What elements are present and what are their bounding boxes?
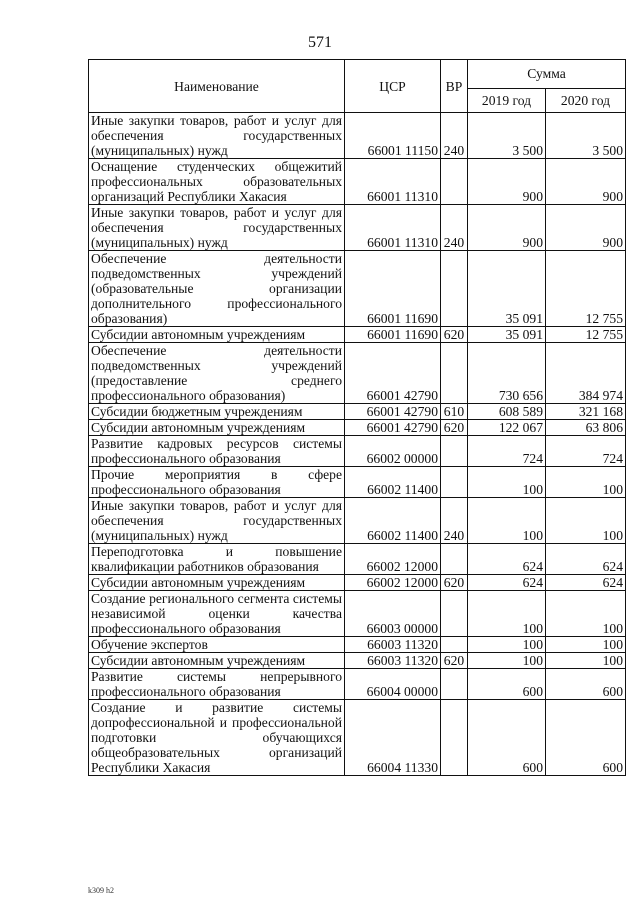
table-row: [89, 113, 626, 159]
table-row: [89, 159, 626, 205]
header-vr: ВР: [441, 60, 468, 113]
row-vr: 620: [441, 420, 468, 436]
row-vr: 610: [441, 404, 468, 420]
row-vr: [441, 436, 468, 467]
row-sum-2020: 12 755: [546, 327, 626, 343]
table-row: [89, 669, 626, 700]
row-sum-2019: 100: [468, 653, 546, 669]
row-name: Субсидии бюджетным учреждениям: [89, 404, 345, 420]
row-csr: 66001 11690: [345, 251, 441, 327]
row-sum-2020: 624: [546, 575, 626, 591]
header-csr: ЦСР: [345, 60, 441, 113]
row-sum-2019: 100: [468, 591, 546, 637]
row-name: Субсидии автономным учреждениям: [89, 575, 345, 591]
row-name: Субсидии автономным учреждениям: [89, 653, 345, 669]
row-name: Переподготовка и повышение квалификации работников образования: [89, 544, 345, 575]
row-sum-2020: 600: [546, 669, 626, 700]
row-csr: 66001 42790: [345, 404, 441, 420]
row-vr: [441, 669, 468, 700]
row-name: Обеспечение деятельности подведомственных учреждений (предоставление среднего профессионального образования): [89, 343, 345, 404]
table-row: [89, 343, 626, 404]
row-csr: 66002 11400: [345, 467, 441, 498]
row-sum-2020: 100: [546, 653, 626, 669]
row-sum-2019: 100: [468, 637, 546, 653]
row-sum-2020: 384 974: [546, 343, 626, 404]
table-row: [89, 653, 626, 669]
row-sum-2020: 624: [546, 544, 626, 575]
row-vr: 240: [441, 205, 468, 251]
table-row: [89, 575, 626, 591]
row-vr: [441, 467, 468, 498]
row-name: Создание регионального сегмента системы независимой оценки качества профессионального образования: [89, 591, 345, 637]
row-sum-2019: 100: [468, 498, 546, 544]
table-row: [89, 637, 626, 653]
table-row: [89, 498, 626, 544]
header-year-2020: 2020 год: [546, 88, 626, 112]
row-sum-2019: 600: [468, 700, 546, 776]
row-csr: 66002 11400: [345, 498, 441, 544]
row-sum-2020: 100: [546, 467, 626, 498]
row-sum-2019: 35 091: [468, 327, 546, 343]
row-sum-2019: 600: [468, 669, 546, 700]
row-csr: 66001 42790: [345, 420, 441, 436]
table-row: [89, 436, 626, 467]
row-name: Оснащение студенческих общежитий профессиональных образовательных организаций Республики Хакасия: [89, 159, 345, 205]
header-sum: Сумма: [468, 60, 626, 89]
row-sum-2019: 100: [468, 467, 546, 498]
row-sum-2019: 624: [468, 544, 546, 575]
budget-table: [88, 59, 626, 776]
header-name: Наименование: [89, 60, 345, 113]
row-csr: 66004 11330: [345, 700, 441, 776]
table-row: [89, 700, 626, 776]
row-sum-2019: 900: [468, 205, 546, 251]
row-name: Прочие мероприятия в сфере профессионального образования: [89, 467, 345, 498]
row-sum-2020: 3 500: [546, 113, 626, 159]
row-name: Иные закупки товаров, работ и услуг для обеспечения государственных (муниципальных) нужд: [89, 113, 345, 159]
row-name: Субсидии автономным учреждениям: [89, 420, 345, 436]
row-csr: 66001 11310: [345, 159, 441, 205]
table-row: [89, 327, 626, 343]
page-number: 571: [308, 34, 332, 51]
row-csr: 66003 11320: [345, 637, 441, 653]
row-csr: 66001 11150: [345, 113, 441, 159]
row-sum-2020: 321 168: [546, 404, 626, 420]
row-sum-2020: 600: [546, 700, 626, 776]
row-vr: [441, 700, 468, 776]
table-row: [89, 591, 626, 637]
table-row: [89, 404, 626, 420]
row-name: Развитие кадровых ресурсов системы профессионального образования: [89, 436, 345, 467]
row-vr: [441, 544, 468, 575]
row-sum-2020: 100: [546, 498, 626, 544]
row-csr: 66003 11320: [345, 653, 441, 669]
row-sum-2020: 724: [546, 436, 626, 467]
row-vr: [441, 159, 468, 205]
row-vr: 620: [441, 575, 468, 591]
row-csr: 66004 00000: [345, 669, 441, 700]
row-sum-2019: 608 589: [468, 404, 546, 420]
row-name: Обучение экспертов: [89, 637, 345, 653]
row-sum-2019: 900: [468, 159, 546, 205]
row-csr: 66001 11690: [345, 327, 441, 343]
row-vr: [441, 251, 468, 327]
footer-code: k309 h2: [88, 886, 114, 895]
row-sum-2019: 730 656: [468, 343, 546, 404]
row-sum-2019: 3 500: [468, 113, 546, 159]
row-sum-2020: 63 806: [546, 420, 626, 436]
row-sum-2020: 900: [546, 159, 626, 205]
row-sum-2019: 35 091: [468, 251, 546, 327]
row-sum-2020: 100: [546, 637, 626, 653]
row-name: Иные закупки товаров, работ и услуг для обеспечения государственных (муниципальных) нужд: [89, 498, 345, 544]
table-row: [89, 467, 626, 498]
row-csr: 66002 12000: [345, 544, 441, 575]
row-vr: [441, 343, 468, 404]
row-sum-2020: 12 755: [546, 251, 626, 327]
table-header: [89, 60, 626, 113]
row-name: Создание и развитие системы допрофессиональной и профессиональной подготовки обучающихся общеобразовательных организаций Республики Хакасия: [89, 700, 345, 776]
table-row: [89, 251, 626, 327]
row-vr: 620: [441, 653, 468, 669]
row-sum-2020: 900: [546, 205, 626, 251]
row-name: Развитие системы непрерывного профессионального образования: [89, 669, 345, 700]
row-name: Субсидии автономным учреждениям: [89, 327, 345, 343]
table-row: [89, 544, 626, 575]
row-sum-2020: 100: [546, 591, 626, 637]
row-sum-2019: 122 067: [468, 420, 546, 436]
row-vr: 620: [441, 327, 468, 343]
row-csr: 66001 42790: [345, 343, 441, 404]
row-sum-2019: 724: [468, 436, 546, 467]
row-csr: 66001 11310: [345, 205, 441, 251]
table-body: [89, 113, 626, 776]
row-sum-2019: 624: [468, 575, 546, 591]
row-csr: 66003 00000: [345, 591, 441, 637]
row-vr: 240: [441, 113, 468, 159]
row-name: Иные закупки товаров, работ и услуг для обеспечения государственных (муниципальных) нужд: [89, 205, 345, 251]
header-year-2019: 2019 год: [468, 88, 546, 112]
row-vr: [441, 591, 468, 637]
row-csr: 66002 00000: [345, 436, 441, 467]
row-name: Обеспечение деятельности подведомственных учреждений (образовательные организации дополнительного профессионального образования): [89, 251, 345, 327]
table-row: [89, 420, 626, 436]
table-row: [89, 205, 626, 251]
row-csr: 66002 12000: [345, 575, 441, 591]
row-vr: [441, 637, 468, 653]
row-vr: 240: [441, 498, 468, 544]
